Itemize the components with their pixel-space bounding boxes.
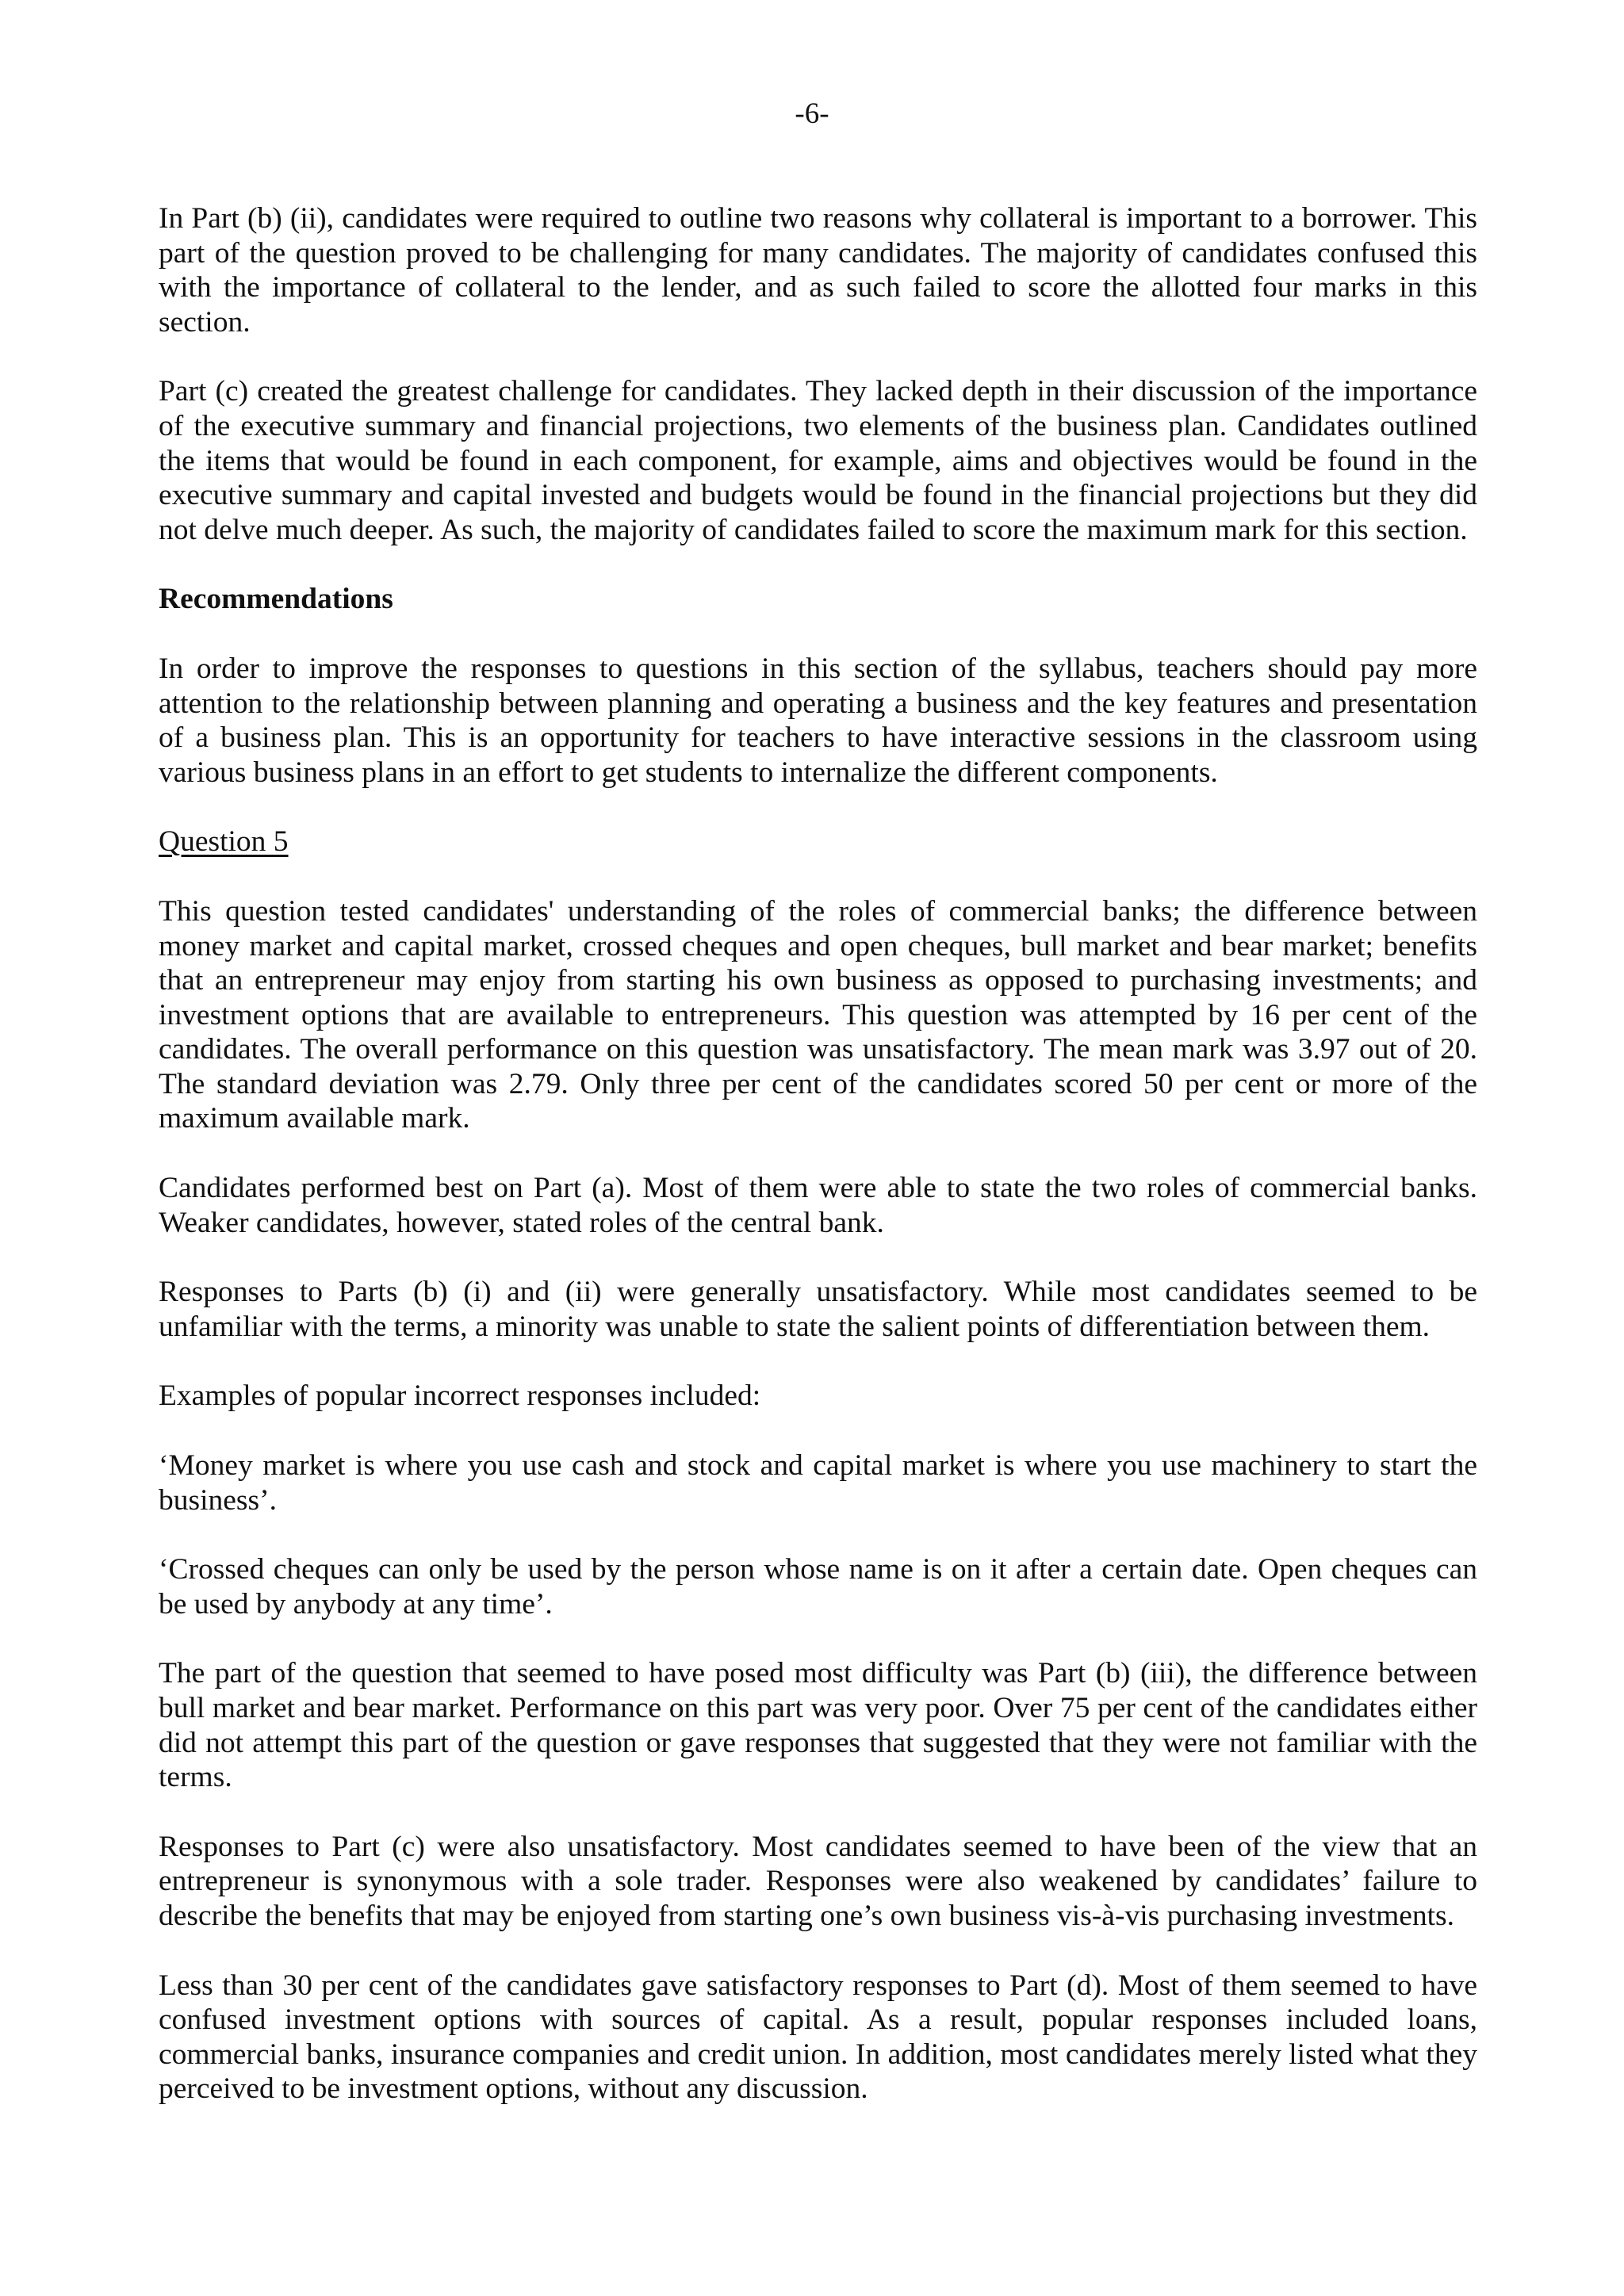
- part-b-iii-paragraph: The part of the question that seemed to have posed most difficulty was Part (b) (iii), the difference between bull market and bear market. Performance on this part was very poor. Over 75 per cent of the candidates either did not attempt this part of the question or gave responses that suggested that they were not familiar with the terms.: [159, 1657, 1477, 1794]
- part-d-paragraph: Less than 30 per cent of the candidates gave satisfactory responses to Part (d). Most of them seemed to have confused investment options with sources of capital. As a result, popular responses included loans, commercial banks, insurance companies and credit union. In addition, most candidates merely listed what they perceived to be investment options, without any discussion.: [159, 1969, 1477, 2106]
- part-a-paragraph: Candidates performed best on Part (a). Most of them were able to state the two roles of commercial banks. Weaker candidates, however, stated roles of the central bank.: [159, 1172, 1477, 1239]
- recommendations-heading: Recommendations: [159, 583, 393, 616]
- parts-b-i-ii-paragraph: Responses to Parts (b) (i) and (ii) were generally unsatisfactory. While most candidates seemed to be unfamiliar with the terms, a minority was unable to state the salient points of differentiation between them.: [159, 1276, 1477, 1343]
- quote-crossed-cheques: ‘Crossed cheques can only be used by the person whose name is on it after a certain date. Open cheques can be used by anybody at any time’.: [159, 1553, 1477, 1621]
- question-5-overview-paragraph: This question tested candidates' understanding of the roles of commercial banks; the difference between money market and capital market, crossed cheques and open cheques, bull market and bear market; benefits that an entrepreneur may enjoy from starting his own business as opposed to purchasing investments; and investment options that are available to entrepreneurs. This question was attempted by 16 per cent of the candidates. The overall performance on this question was unsatisfactory. The mean mark was 3.97 out of 20. The standard deviation was 2.79. Only three per cent of the candidates scored 50 per cent or more of the maximum available mark.: [159, 894, 1477, 1135]
- question-5-heading: Question 5: [159, 825, 289, 859]
- paragraph-part-b-ii: In Part (b) (ii), candidates were required to outline two reasons why collateral is important to a borrower. This part of the question proved to be challenging for many candidates. The majority of candidates confused this with the importance of collateral to the lender, and as such failed to score the allotted four marks in this section.: [159, 202, 1477, 339]
- document-body: [159, 201, 1477, 2141]
- recommendations-paragraph: In order to improve the responses to questions in this section of the syllabus, teachers should pay more attention to the relationship between planning and operating a business and the key features and presentation of a business plan. This is an opportunity for teachers to have interactive sessions in the classroom using various business plans in an effort to get students to internalize the different components.: [159, 652, 1477, 789]
- paragraph-part-c: Part (c) created the greatest challenge for candidates. They lacked depth in their discussion of the importance of the executive summary and financial projections, two elements of the business plan. Candidates outlined the items that would be found in each component, for example, aims and objectives would be found in the executive summary and capital invested and budgets would be found in the financial projections but they did not delve much deeper. As such, the majority of candidates failed to score the maximum mark for this section.: [159, 375, 1477, 546]
- incorrect-responses-intro: Examples of popular incorrect responses included:: [159, 1380, 761, 1413]
- quote-money-market: ‘Money market is where you use cash and stock and capital market is where you use machinery to start the business’.: [159, 1449, 1477, 1517]
- part-c-paragraph: Responses to Part (c) were also unsatisfactory. Most candidates seemed to have been of the view that an entrepreneur is synonymous with a sole trader. Responses were also weakened by candidates’ failure to describe the benefits that may be enjoyed from starting one’s own business vis-à-vis purchasing investments.: [159, 1830, 1477, 1932]
- page-number: -6-: [795, 98, 829, 130]
